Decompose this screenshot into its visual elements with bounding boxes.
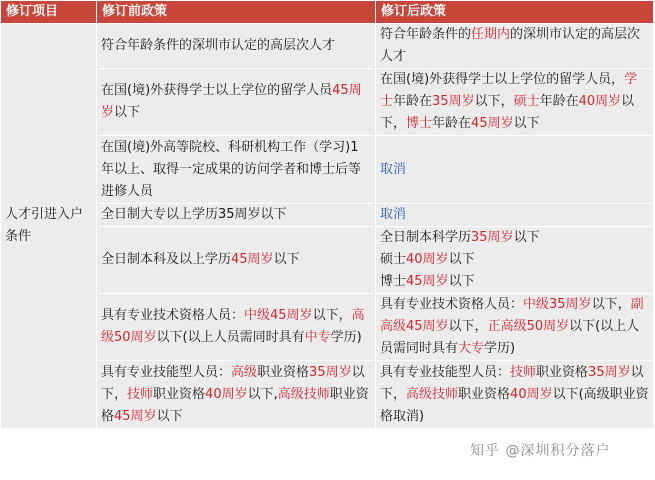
highlight-text: 45周岁 <box>114 408 157 424</box>
highlight-text: 技师 <box>127 386 154 402</box>
table-row <box>1 24 654 69</box>
cell-text: 全日制本科学历 <box>380 230 472 245</box>
zhihu-watermark: 知乎 @深圳积分落户 <box>470 443 611 459</box>
after-cell <box>376 69 654 136</box>
cell-text: 以下， <box>380 94 635 131</box>
cell-text: 以下 <box>513 230 540 245</box>
cell-text: 硕士 <box>380 252 407 267</box>
highlight-text: 正高级50周岁 <box>487 319 570 334</box>
cancel-text: 取消 <box>380 161 407 177</box>
highlight-text: 任期内 <box>471 27 511 42</box>
highlight-text: 35周岁 <box>432 94 475 109</box>
before-cell <box>97 24 376 69</box>
cell-text: 以下(以上人员需同时具有 <box>156 330 305 345</box>
before-cell <box>97 136 376 204</box>
highlight-text: 大专 <box>458 341 485 356</box>
highlight-text: 技师 <box>510 364 537 380</box>
highlight-text: 中级35周岁 <box>523 297 592 312</box>
after-cell <box>376 204 654 227</box>
highlight-text: 学士 <box>380 72 638 109</box>
cell-text: 的深圳市认定的高层次人才 <box>380 27 641 64</box>
cell-text: 年龄在 <box>393 94 433 109</box>
cell-text: 在国(境)外获得学士以上学位的留学人员 <box>101 83 333 98</box>
highlight-text: 45周岁 <box>406 274 449 289</box>
cell-text: 全日制大专以上学历35周岁以下 <box>101 207 287 222</box>
highlight-text: 高级技师 <box>277 386 330 402</box>
before-cell <box>97 204 376 227</box>
cell-text: 职业资格 <box>458 386 511 402</box>
cell-text: 以下(以上人员需同时具有 <box>380 319 640 356</box>
cell-text: 职业资格 <box>153 386 206 402</box>
table-row <box>1 294 654 361</box>
cell-text: 以下 <box>513 116 540 131</box>
cell-text: 以下， <box>591 297 631 312</box>
cell-text: 学历) <box>484 341 516 356</box>
highlight-text: 硕士 <box>513 94 540 109</box>
highlight-text: 40周岁 <box>578 94 622 109</box>
highlight-text: 40周岁 <box>510 386 553 402</box>
cancel-text: 取消 <box>380 207 407 222</box>
highlight-text: 博士 <box>406 116 433 131</box>
cell-text: 职业资格 <box>101 386 369 424</box>
cell-line <box>380 227 649 249</box>
before-cell <box>97 361 376 429</box>
cell-text: 以下 <box>156 408 183 424</box>
before-cell <box>97 294 376 361</box>
cell-text: 具有专业技术资格人员： <box>380 297 524 312</box>
cell-text: 以下 <box>448 252 475 267</box>
cell-text: 以下 <box>114 105 141 120</box>
highlight-text: 副高级45周岁 <box>380 297 644 334</box>
cell-text: 具有专业技术资格人员： <box>101 308 245 323</box>
table-row <box>1 69 654 136</box>
cell-text: 年龄在 <box>539 94 579 109</box>
highlight-text: 高级 <box>231 364 258 380</box>
table-row <box>1 361 654 429</box>
after-cell <box>376 227 654 294</box>
cell-text: 以下, <box>247 386 278 402</box>
table-row <box>1 227 654 294</box>
highlight-text: 35周岁 <box>471 230 514 245</box>
category-cell: 人才引进入户条件 <box>1 24 97 429</box>
cell-text: 年龄在 <box>432 116 472 131</box>
cell-line <box>380 249 649 271</box>
cell-line <box>380 271 649 293</box>
before-cell <box>97 69 376 136</box>
header-item: 修订项目 <box>1 1 97 24</box>
cell-text: 以下， <box>448 319 488 334</box>
cell-text: 以下 <box>448 274 475 289</box>
cell-text: 以下， <box>312 308 352 323</box>
cell-text: 在国(境)外获得学士以上学位的留学人员， <box>380 72 625 87</box>
cell-text: 以下(高级职业资格取消) <box>380 386 649 424</box>
highlight-text: 45周岁 <box>101 83 362 120</box>
header-after: 修订后政策 <box>376 1 654 24</box>
highlight-text: 35周岁 <box>309 364 352 380</box>
highlight-text: 高级技师 <box>406 386 459 402</box>
highlight-text: 45周岁 <box>471 116 514 131</box>
cell-text: 以下， <box>474 94 514 109</box>
before-cell <box>97 227 376 294</box>
highlight-text: 40周岁 <box>205 386 248 402</box>
cell-text: 具有专业技能型人员： <box>101 364 232 380</box>
after-cell <box>376 136 654 204</box>
cell-text: 职业资格 <box>257 364 310 380</box>
header-row <box>1 1 654 24</box>
after-cell <box>376 294 654 361</box>
cell-text: 在国(境)外高等院校、科研机构工作（学习)1年以上、取得一定成果的访问学者和博士后等进修人员 <box>101 139 362 199</box>
cell-text: 博士 <box>380 274 407 289</box>
cell-text: 以下， <box>101 364 365 402</box>
highlight-text: 高级50周岁 <box>101 308 365 345</box>
highlight-text: 45周岁 <box>231 252 274 267</box>
header-before: 修订前政策 <box>97 1 376 24</box>
highlight-text: 40周岁 <box>406 252 449 267</box>
cell-text: 符合年龄条件的 <box>380 27 472 42</box>
highlight-text: 中专 <box>304 330 331 345</box>
table-row <box>1 204 654 227</box>
highlight-text: 35周岁 <box>588 364 631 380</box>
cell-text: 具有专业技能型人员： <box>380 364 511 380</box>
cell-text: 以下， <box>380 364 644 402</box>
highlight-text: 中级45周岁 <box>244 308 313 323</box>
cell-text: 学历) <box>330 330 362 345</box>
cell-text: 全日制本科及以上学历 <box>101 252 232 267</box>
cell-text: 符合年龄条件的深圳市认定的高层次人才 <box>101 38 336 53</box>
cell-text: 以下 <box>273 252 300 267</box>
after-cell <box>376 361 654 429</box>
after-cell <box>376 24 654 69</box>
cell-text: 职业资格 <box>536 364 589 380</box>
table-row <box>1 136 654 204</box>
